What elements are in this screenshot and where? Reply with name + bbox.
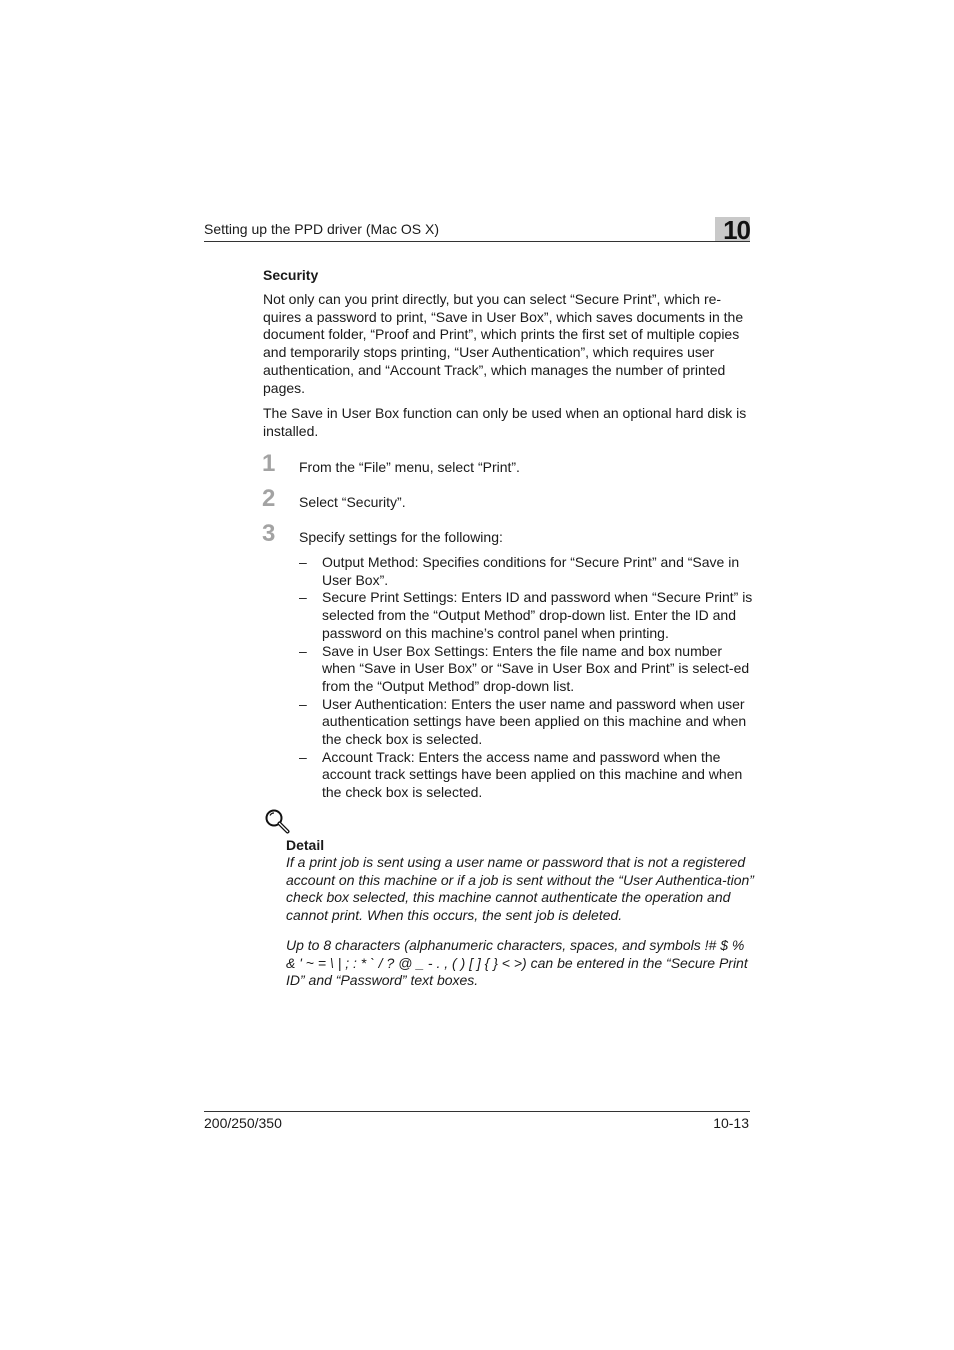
bullet-dash: – bbox=[299, 695, 307, 712]
detail-paragraph-character-limits: Up to 8 characters (alphanumeric characters, spaces, and symbols !# $ % & ' ~ = \ | ; : * ` / ? @ _ - . , ( ) [ ] { } < >) can be entered in the “Secure Print ID” and “Password” text boxes. bbox=[286, 937, 748, 989]
bullet-item-user-authentication bbox=[299, 696, 759, 749]
footer-model-number: 200/250/350 bbox=[204, 1115, 282, 1131]
footer-page-number: 10-13 bbox=[713, 1115, 749, 1131]
bullet-item-save-in-user-box-settings bbox=[299, 643, 759, 696]
header-divider bbox=[204, 241, 750, 242]
bullet-text: Account Track: Enters the access name and password when the account track settings have been applied on this machine and when the check box is selected. bbox=[322, 748, 743, 801]
bullet-dash: – bbox=[299, 642, 307, 659]
hard-disk-note-paragraph: The Save in User Box function can only be used when an optional hard disk is installed. bbox=[263, 405, 747, 439]
step-text-3: Specify settings for the following: bbox=[299, 529, 503, 545]
step-number-3: 3 bbox=[262, 520, 276, 547]
intro-paragraph: Not only can you print directly, but you can select “Secure Print”, which re-quires a password to print, “Save in User Box”, which saves documents in the document folder, “Proof and Print”, which prints the first set of multiple copies and temporarily stops printing, “User Authentication”, which requires user authentication, and “Account Track”, which manages the number of printed pages. bbox=[263, 291, 744, 396]
bullet-text: User Authentication: Enters the user name and password when user authentication settings have been applied on this machine and when the check box is selected. bbox=[322, 695, 747, 748]
bullet-text: Output Method: Specifies conditions for “Secure Print” and “Save in User Box”. bbox=[322, 554, 740, 588]
detail-heading: Detail bbox=[286, 837, 325, 853]
step-text-1: From the “File” menu, select “Print”. bbox=[299, 459, 520, 475]
settings-bullet-list bbox=[299, 554, 759, 802]
bullet-dash: – bbox=[299, 589, 307, 606]
section-heading: Security bbox=[263, 267, 319, 283]
bullet-item-output-method bbox=[299, 554, 759, 589]
running-header-title: Setting up the PPD driver (Mac OS X) bbox=[204, 221, 439, 237]
chapter-number: 10 bbox=[723, 215, 750, 245]
bullet-dash: – bbox=[299, 554, 307, 570]
step-text-2: Select “Security”. bbox=[299, 494, 406, 510]
bullet-dash: – bbox=[299, 748, 307, 765]
step-number-2: 2 bbox=[262, 485, 276, 512]
footer-divider bbox=[204, 1111, 750, 1112]
bullet-item-account-track bbox=[299, 749, 759, 802]
step-number-1: 1 bbox=[262, 450, 276, 477]
detail-paragraph-authentication: If a print job is sent using a user name or password that is not a registered account on this machine or if a job is sent without the “User Authentica-tion” check box selected, this machine cannot authenticate the operation and cannot print. When this occurs, the sent job is deleted. bbox=[286, 854, 754, 924]
magnifier-icon bbox=[263, 807, 293, 837]
bullet-text: Secure Print Settings: Enters ID and password when “Secure Print” is selected from the “Output Method” drop-down list. Enter the ID and password on this machine’s control panel when printing. bbox=[322, 589, 753, 641]
bullet-item-secure-print-settings bbox=[299, 589, 759, 642]
bullet-text: Save in User Box Settings: Enters the file name and box number when “Save in User Box” or “Save in User Box and Print” is select-ed from the “Output Method” drop-down list. bbox=[322, 642, 750, 694]
